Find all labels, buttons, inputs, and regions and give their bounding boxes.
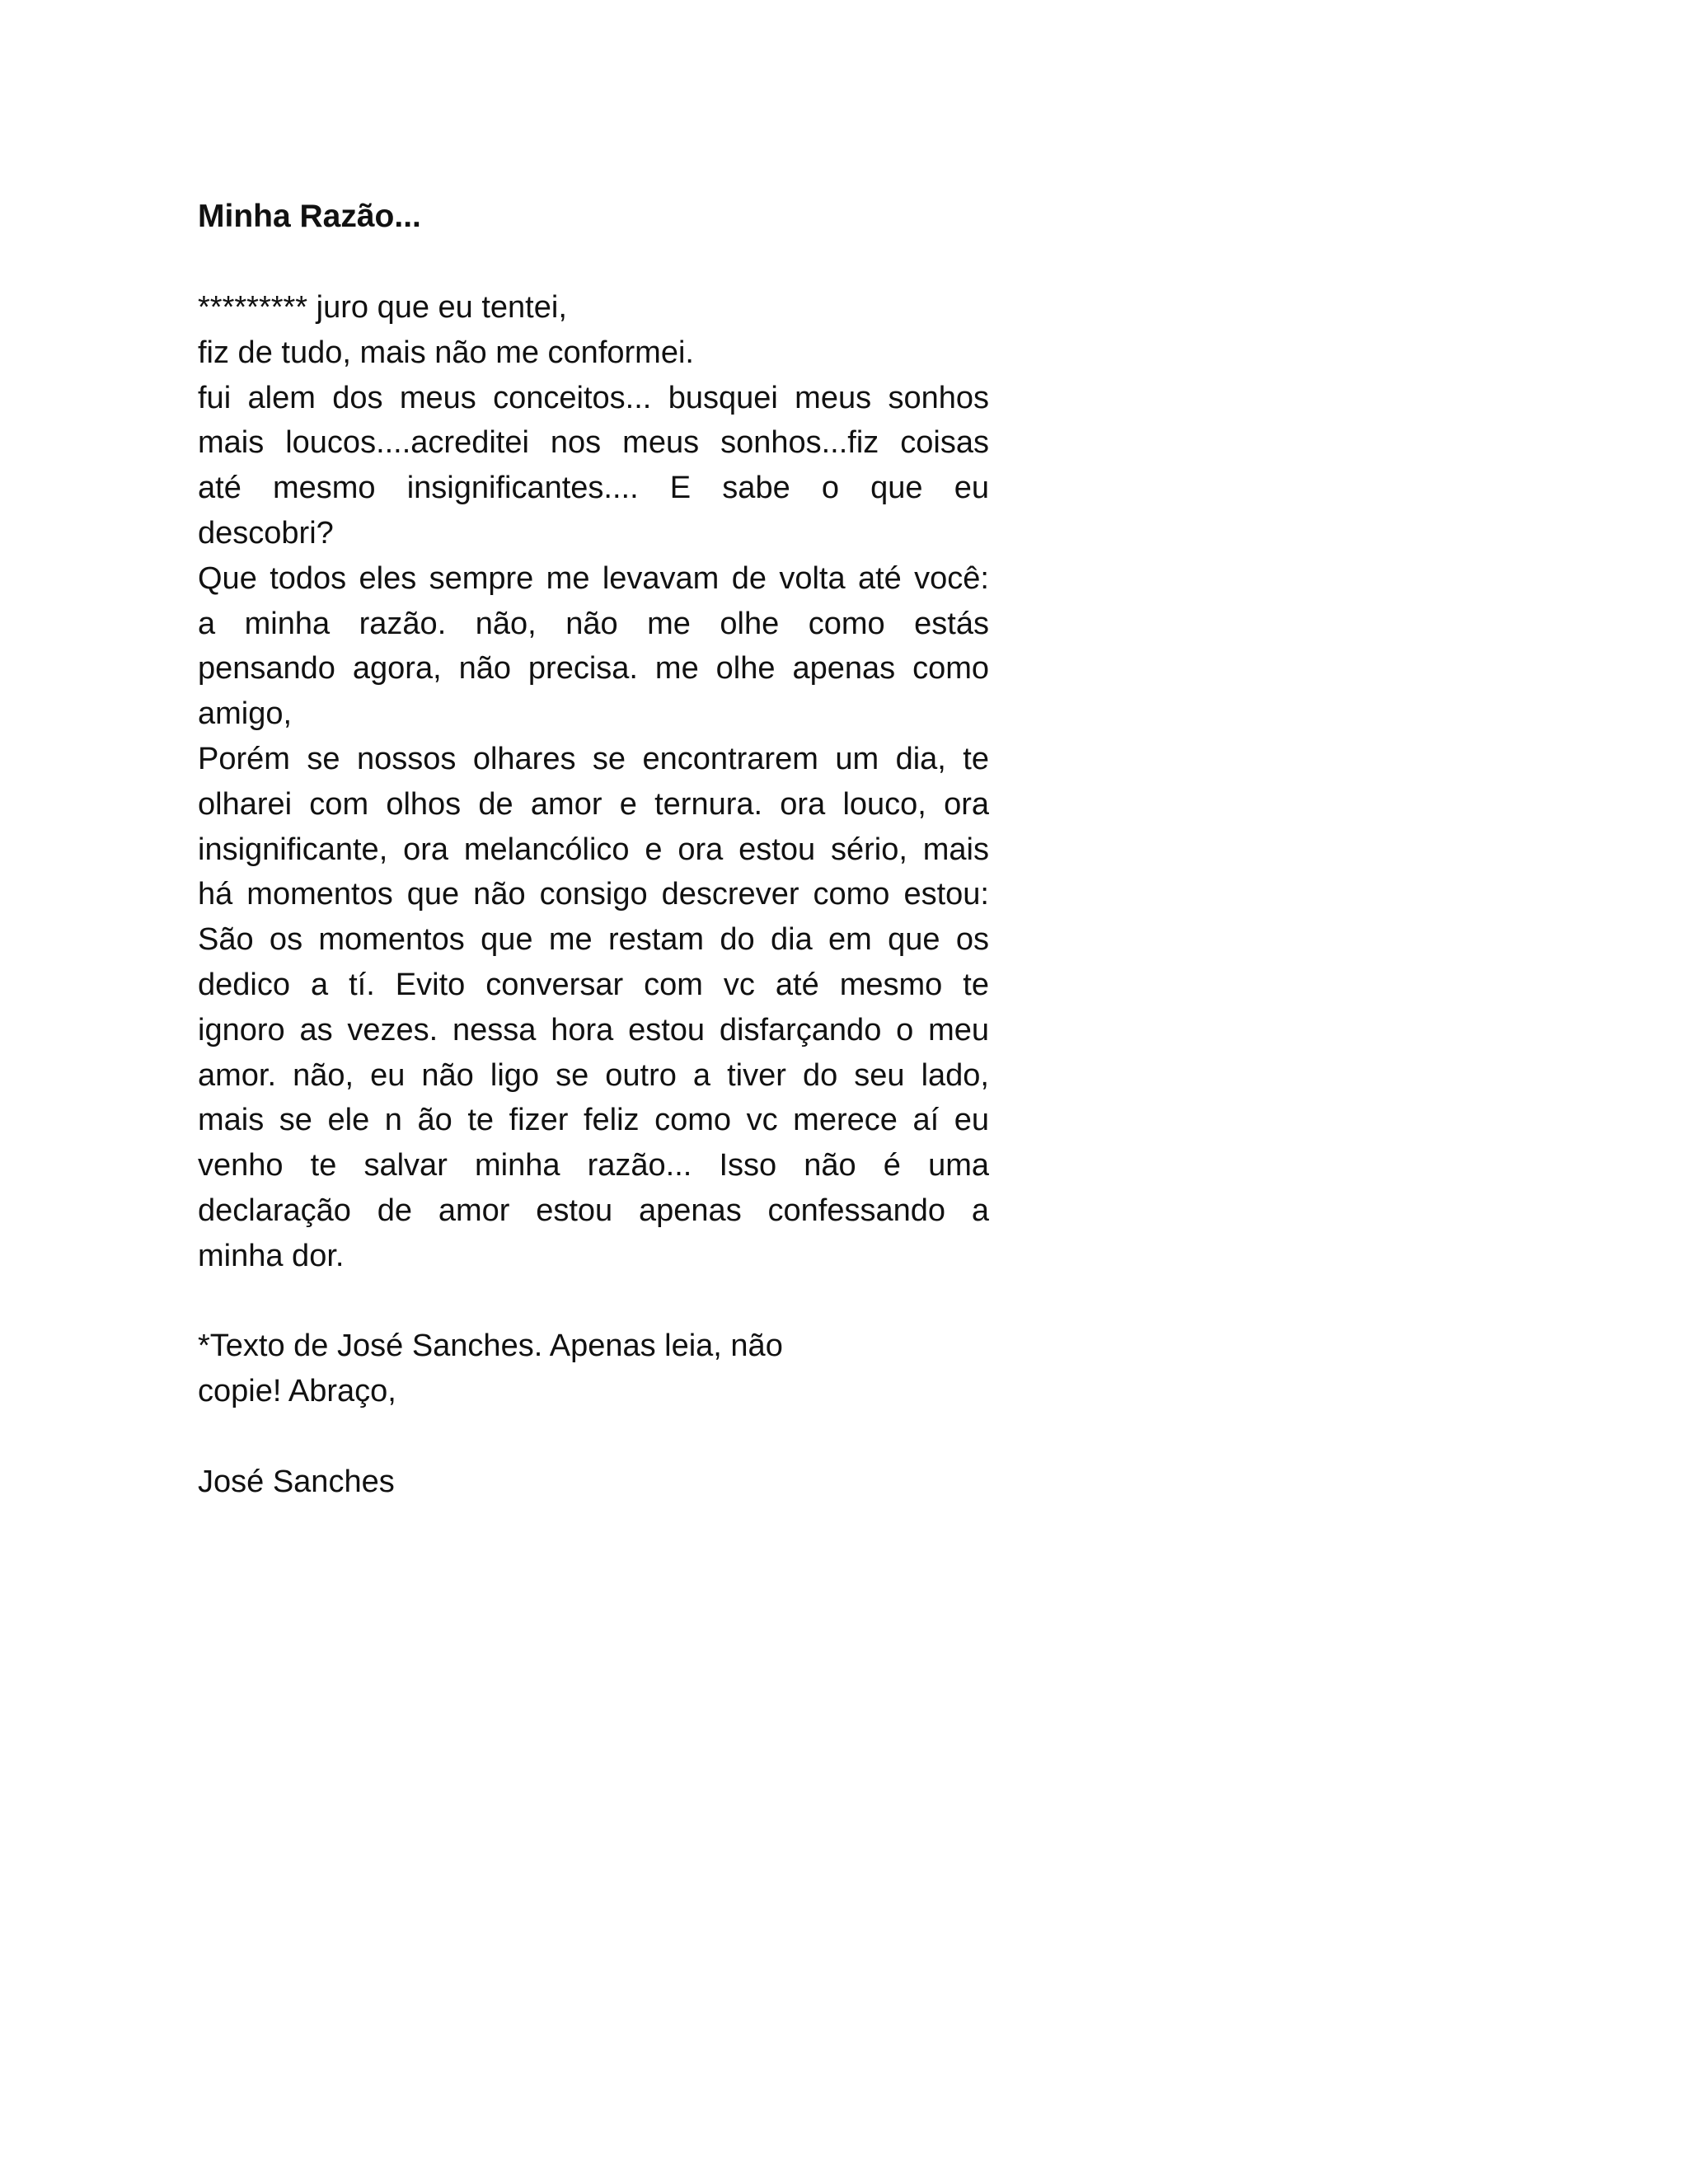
- text-line: amigo,: [198, 696, 293, 732]
- text-line: até mesmo insignificantes.... E sabe o que eu: [198, 471, 989, 506]
- text-line: amor. não, eu não ligo se outro a tiver do seu lado,: [198, 1057, 989, 1093]
- text-line: fui alem dos meus conceitos... busquei meus sonhos: [198, 380, 989, 415]
- text-line: descobri?: [198, 515, 334, 551]
- text-line: ignoro as vezes. nessa hora estou disfarçando o meu: [198, 1012, 989, 1047]
- text-line: *Texto de José Sanches. Apenas leia, não: [198, 1329, 783, 1364]
- text-line: ********* juro que eu tentei,: [198, 290, 567, 325]
- text-line: a minha razão. não, não me olhe como estás: [198, 606, 989, 641]
- text-line: copie! Abraço,: [198, 1374, 396, 1409]
- text-line: olharei com olhos de amor e ternura. ora louco, ora: [198, 786, 989, 822]
- text-line: fiz de tudo, mais não me conformei.: [198, 335, 694, 370]
- blank-line: [198, 1279, 989, 1324]
- text-line: Porém se nossos olhares se encontrarem um dia, te: [198, 741, 989, 776]
- text-line: mais se ele n ão te fizer feliz como vc merece aí eu: [198, 1103, 989, 1138]
- text-line: dedico a tí. Evito conversar com vc até mesmo te: [198, 967, 989, 1002]
- text-line: insignificante, ora melancólico e ora estou sério, mais: [198, 832, 989, 867]
- document-title: Minha Razão...: [198, 199, 421, 234]
- text-line: pensando agora, não precisa. me olhe apenas como: [198, 651, 989, 687]
- text-line: há momentos que não consigo descrever como estou:: [198, 877, 989, 912]
- poem-body: [198, 285, 989, 1505]
- text-line: Que todos eles sempre me levavam de volta até você:: [198, 560, 989, 596]
- text-line: São os momentos que me restam do dia em que os: [198, 922, 989, 958]
- text-line: declaração de amor estou apenas confessando a: [198, 1193, 989, 1228]
- text-line: venho te salvar minha razão... Isso não é uma: [198, 1148, 989, 1183]
- text-line: José Sanches: [198, 1464, 395, 1499]
- blank-line: [198, 1414, 989, 1460]
- text-line: mais loucos....acreditei nos meus sonhos...fiz coisas: [198, 425, 989, 461]
- text-line: minha dor.: [198, 1238, 345, 1273]
